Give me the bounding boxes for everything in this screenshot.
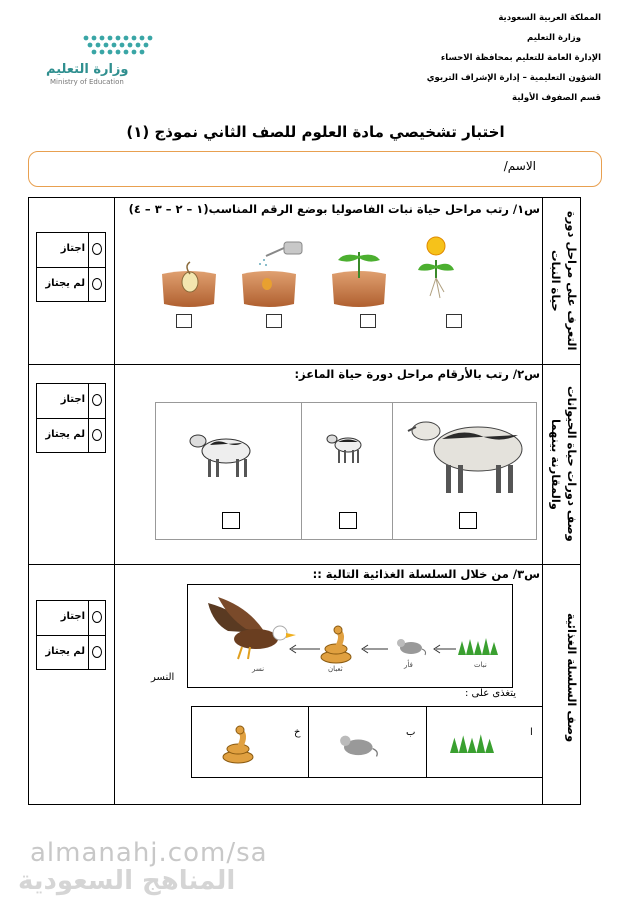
pass-radio[interactable] <box>92 243 102 255</box>
stage-3-checkbox[interactable] <box>360 314 376 328</box>
topic-section-2: وصف دورات حياة الحيوانات والمقارنة بينهما <box>549 386 579 542</box>
answer-options-row <box>191 706 543 778</box>
goat-young-checkbox[interactable] <box>222 512 240 529</box>
option-ba-label: ب <box>406 727 416 738</box>
pass-fail-box-3 <box>36 600 106 670</box>
fail-label: لم يجتاز <box>45 429 85 440</box>
header-line: الإدارة العامة للتعليم بمحافظة الاحساء <box>440 53 601 63</box>
watering-stage-icon <box>242 242 302 307</box>
chain-arrows <box>288 643 458 655</box>
pass-label: اجتاز <box>60 394 85 405</box>
header-line: الشؤون التعليمية – إدارة الإشراف التربوي <box>426 73 601 83</box>
adult-goat-icon <box>406 407 531 497</box>
test-grid <box>28 197 581 805</box>
pass-label: اجتاز <box>60 243 85 254</box>
fail-label: لم يجتاز <box>45 278 85 289</box>
watermark-ar: المناهج السعودية <box>18 866 236 896</box>
stage-2-checkbox[interactable] <box>266 314 282 328</box>
stage-1-checkbox[interactable] <box>176 314 192 328</box>
name-label: الاسم/ <box>503 159 536 173</box>
fail-radio[interactable] <box>92 646 102 658</box>
logo-text-ar: وزارة التعليم <box>46 62 129 77</box>
sprout-stage-icon <box>332 252 386 307</box>
kid-goat-icon <box>324 427 368 467</box>
pass-radio[interactable] <box>92 611 102 623</box>
goat-kid-checkbox[interactable] <box>339 512 357 529</box>
stage-4-checkbox[interactable] <box>446 314 462 328</box>
topic-section-1: التعرف على مراحل دورة حياة النبات <box>549 211 579 351</box>
chain-label-eagle: نسر <box>252 665 265 673</box>
question-1: س١/ رتب مراحل حياة نبات الفاصوليا بوضع الرقم المناسب(١ – ٢ – ٣ – ٤) <box>128 202 540 216</box>
pass-label: اجتاز <box>60 611 85 622</box>
seed-stage-icon <box>162 262 216 307</box>
feeds-on-label: يتغذى على : <box>465 688 517 699</box>
eagle-label: النسر <box>151 672 175 683</box>
mouse-option-icon <box>330 733 384 759</box>
topic-section-3: وصف السلسلة الغذائية <box>565 613 579 743</box>
option-alef-label: ا <box>530 727 533 738</box>
goat-adult-checkbox[interactable] <box>459 512 477 529</box>
eagle-icon <box>198 593 298 663</box>
fail-radio[interactable] <box>92 429 102 441</box>
page-title: اختبار تشخيصي مادة العلوم للصف الثاني نموذج (١) <box>126 123 505 141</box>
option-kha-label: خ <box>294 727 301 738</box>
logo-text-en: Ministry of Education <box>50 78 124 86</box>
fail-label: لم يجتاز <box>45 646 85 657</box>
chain-label-plant: نبات <box>474 661 487 669</box>
plant-sun-stage-icon <box>418 237 454 298</box>
watermark: almanahj.com/sa <box>30 838 268 868</box>
header-line: قسم الصفوف الأولية <box>512 93 601 103</box>
pass-fail-box-1 <box>36 232 106 302</box>
pass-fail-box-2 <box>36 383 106 453</box>
bean-life-stages-image <box>154 234 474 314</box>
chain-label-mouse: فأر <box>404 661 413 669</box>
header-line: وزارة التعليم <box>527 33 581 43</box>
header-line: المملكة العربية السعودية <box>498 13 601 23</box>
grass-icon <box>456 635 500 655</box>
fail-radio[interactable] <box>92 278 102 290</box>
young-goat-icon <box>186 423 266 483</box>
question-2: س٢/ رتب بالأرقام مراحل دورة حياة الماعز: <box>294 367 540 381</box>
food-chain-frame <box>187 584 513 688</box>
question-3: س٣/ من خلال السلسلة الغذائية التالية :: <box>312 567 540 581</box>
snake-option-icon <box>218 725 258 765</box>
pass-radio[interactable] <box>92 394 102 406</box>
chain-label-snake: ثعبان <box>328 665 343 673</box>
grass-option-icon <box>442 731 502 753</box>
header-lines <box>341 8 601 108</box>
